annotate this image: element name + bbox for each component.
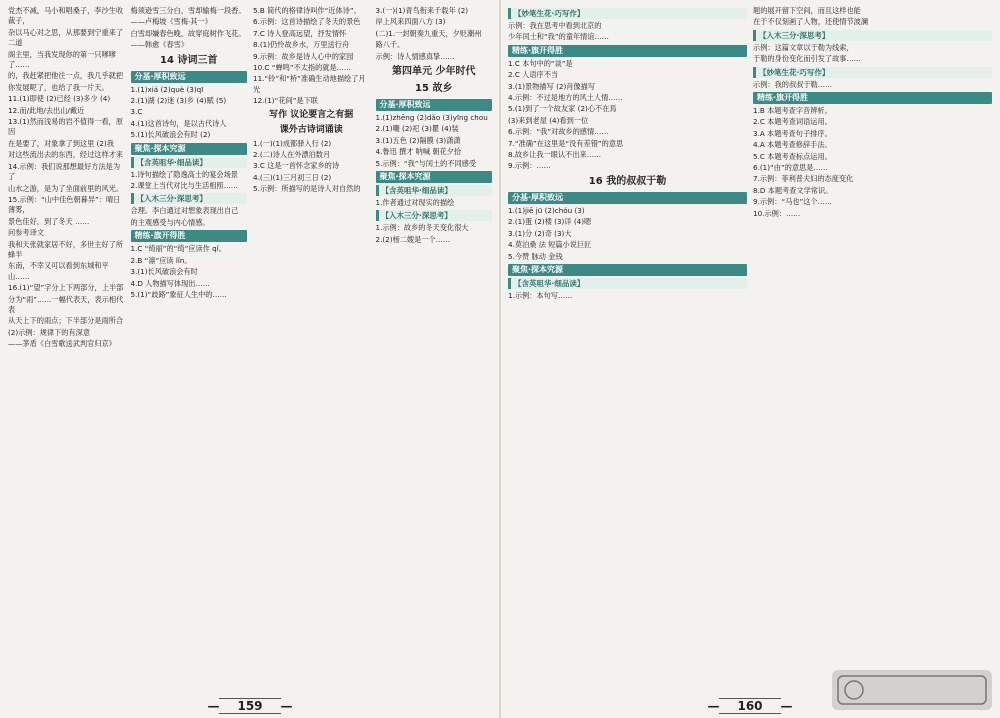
text-line: 山水之游，是为了坐面前里的风光。	[8, 183, 124, 193]
right-col-1	[508, 6, 747, 690]
text-line: 梅须逊雪三分白，雪却输梅一段香。	[130, 6, 246, 15]
text-line: 4.A 本题考查修辞手法。	[753, 140, 832, 150]
text-line: 2.课堂上当代对比与生活相照……	[130, 181, 238, 191]
lesson-title: 15 故乡	[415, 83, 453, 95]
text-line: 5.(1)到了一个故友家 (2)心不在焉	[508, 104, 617, 114]
text-line: 从天上下的雨点；下半部分是雨所合	[8, 316, 124, 326]
left-col-4	[376, 6, 493, 690]
text-line: 2.C 人语序不当	[508, 70, 559, 80]
text-line: 2.(1)嘲 (2)祀 (3)瞿 (4)装	[375, 124, 459, 134]
text-line: 16.(1)“望”字分上下两部分，上半部	[8, 283, 124, 293]
text-line: 景色佳好，到了冬天 ……	[8, 216, 90, 226]
section-band: 精练·旗开得胜	[131, 230, 248, 242]
section-band: 聚焦·探本究源	[376, 171, 493, 183]
text-line: 2.(1)湖 (2)迷 (3)乡 (4)赋 (5)	[130, 96, 227, 106]
subsection-heading: 【妙笔生花·巧写作】	[508, 8, 747, 19]
text-line: 示例：这篇文章以于勒为线索，	[753, 42, 854, 52]
text-line: 3.C	[130, 107, 143, 117]
section-band: 聚焦·探本究源	[508, 264, 747, 276]
text-line: 1.诗句描绘了隐逸高士的宴会场景	[130, 169, 238, 179]
text-line: 东南，不幸又可以看到东城和平山……	[8, 261, 109, 281]
text-line: ——茅盾《白雪歌送武判官归京》	[8, 339, 116, 349]
text-line: 4.鲁迅 撰才 呐喊 朝花夕拾	[375, 147, 462, 157]
text-line: 15.示例：“山中佳色朝暮异”：晴日薄雾，	[8, 194, 121, 215]
text-line: 示例：我在思考中看到北京的	[508, 21, 602, 30]
text-line: 5.(1)长风破浪会有时 (2)	[130, 130, 211, 140]
text-line: 1.示例：本句写……	[508, 290, 573, 300]
text-line: 8.故乡让我一眼认不出来……	[508, 150, 602, 160]
text-line: 1.(一)(1)成都驿入行 (2)	[253, 138, 332, 148]
text-line: 5.示例：所描写的是诗人对自然的	[253, 184, 361, 194]
text-line: 2.C 本题考查词语运用。	[753, 117, 832, 127]
text-line: 5.B 简代的格律诗叫作“近体诗”。	[253, 6, 361, 15]
page-number-text: 159	[219, 698, 280, 714]
text-line: 8.(1)仍怜故乡水，万里送行舟	[253, 40, 350, 50]
text-line: 示例：诗人情感真挚……	[375, 51, 455, 61]
text-line: 3.(1)五色 (2)隔膜 (3)潇潇	[375, 135, 461, 145]
text-line: 4.莫泊桑 法 短篇小说巨匠	[508, 240, 592, 250]
text-line: 2.(2)杨二嫂是一个……	[375, 234, 451, 244]
text-line: 3.C 这是一首怀念家乡的诗	[253, 161, 340, 171]
text-line: 5.(1)“歧路”象征人生中的……	[130, 289, 227, 299]
text-line: 党杰不减，马小和唱桑子，李沙生收裁子，	[8, 6, 124, 26]
section-band: 聚焦·探本究源	[131, 143, 248, 155]
text-line: 13.(1)然而浅易的岩不值得一看，原因	[8, 117, 124, 137]
text-line: 4.(1)这首诗句，是以古代诗人	[130, 118, 227, 128]
text-line: 少年闰土和“我”的童年情谊……	[508, 32, 609, 42]
subsection-heading: 【含英咀华·细品读】	[508, 278, 747, 289]
text-line: 3.(1)分 (2)奇 (3)大	[508, 228, 572, 238]
text-line: 9.示例：……	[508, 161, 551, 171]
text-line: 12.(1)“花间”是下联	[253, 96, 318, 106]
text-line: 2.(二)诗人在外漂泊数月	[253, 150, 331, 160]
text-line: 问参考译文	[8, 228, 44, 238]
text-line: 5.今赞 脉动 金钱	[508, 251, 563, 261]
text-line: 4.D 人物描写体现出……	[130, 278, 210, 288]
watermark-stamp	[832, 670, 992, 710]
text-line: 1.(1)xiá (2)què (3)qī	[130, 84, 204, 94]
section-title: 写作 议论要言之有据	[269, 109, 354, 120]
text-line: 分为“雨”……一幅代表天，表示相代表	[8, 294, 124, 314]
page-number-left: — 159 —	[207, 699, 293, 713]
page-number-text: 160	[719, 698, 780, 714]
text-line: 1.示例：故乡的冬天变化很大	[375, 223, 469, 233]
lesson-title: 14 诗词三首	[160, 54, 218, 66]
text-line: 于勒的身份变化而引发了故事……	[753, 54, 861, 64]
text-line: 题的展开留下空间，而且这样也能	[753, 6, 861, 15]
text-line: 5.示例：“我”与闰土的不同感受	[375, 158, 477, 168]
text-line: 岸上风来四面八方 (3)	[375, 17, 446, 27]
text-line: 3.(一)(1)青鸟衔来千载年 (2)	[375, 6, 469, 15]
section-band: 分基·厚积致远	[508, 192, 747, 204]
text-line: 2.B “凛”应读 lǐn。	[130, 255, 192, 265]
text-line: 10.C “蝉鸣”不太指的就是……	[253, 63, 352, 73]
page-number-right: — 160 —	[707, 699, 793, 713]
text-line: 阁主里，当我发现你的第一只嗲嗲了……	[8, 49, 116, 70]
text-line: 11.(1)即使 (2)已经 (3)多少 (4)	[8, 94, 111, 104]
section-band: 精练·旗开得胜	[753, 92, 992, 104]
text-line: (3)来到老屋 (4)看到一位	[508, 115, 589, 125]
text-line: 在是要了，对象拿了到这里 (2)我	[8, 138, 114, 148]
text-line: 6.示例：“我”对故乡的感情……	[508, 127, 609, 137]
section-title: 课外古诗词诵读	[279, 124, 343, 135]
text-line: 9.示例：“马也”这个……	[753, 197, 832, 207]
text-line: 的，我赶紧把他往一点，我几乎就把	[8, 71, 124, 81]
text-line: 9.示例：故乡是诗人心中的家园	[253, 51, 354, 61]
subsection-heading: 【入木三分·深思考】	[131, 193, 248, 204]
text-line: 8.D 本题考查文学常识。	[753, 185, 833, 195]
right-page	[500, 0, 1000, 718]
watermark-icon	[832, 670, 992, 710]
text-line: 1.作者通过对现实的描绘	[375, 198, 455, 208]
text-line: (二)1.一封朝奏九重天，夕贬潮州	[375, 28, 482, 38]
text-line: 12.而/此地/去出山/戴近	[8, 105, 85, 115]
text-line: 1.C 本句中的“谈”是	[508, 58, 573, 68]
text-line: 1.(1)jiē jū (2)chóu (3)	[508, 205, 585, 215]
text-line: ——韩愈《春雪》	[130, 40, 189, 50]
text-line: 4.示例：不过是地方的风土人情……	[508, 93, 623, 103]
lesson-title: 16 我的叔叔于勒	[588, 175, 667, 187]
left-col-1	[8, 6, 125, 690]
left-col-2	[131, 6, 248, 690]
text-line: 我和天张就家居不好，多世主好了所蜂半	[8, 239, 124, 259]
text-line: 1.(1)zhēng (2)dǎo (3)yīng chou	[375, 113, 488, 123]
text-line: ——卢梅坡《雪梅·其一》	[130, 17, 212, 27]
section-band: 精练·旗开得胜	[508, 45, 747, 57]
text-line: 11.“铃”和“桥”准确生动地描绘了月光	[253, 74, 366, 94]
text-line: 对这些流出去的东西，经过这样才来	[8, 150, 124, 160]
subsection-heading: 【妙笔生花·巧写作】	[753, 67, 992, 78]
subsection-heading: 【含英咀华·细品读】	[376, 185, 493, 196]
text-line: 2.(1)蛋 (2)楼 (3)详 (4)嗯	[508, 217, 592, 227]
subsection-heading: 【入木三分·深思考】	[753, 30, 992, 41]
text-line: 的主观感受与内心情感。	[130, 217, 210, 227]
left-columns	[0, 0, 500, 690]
text-line: 7.“准确”在这里是“没有差错”的意思	[508, 138, 624, 148]
text-line: 3.(1)长风破浪会有时	[130, 267, 198, 277]
subsection-heading: 【含英咀华·细品读】	[131, 157, 248, 168]
right-columns	[500, 0, 1000, 690]
text-line: 路八千。	[375, 40, 405, 50]
text-line: 7.C 诗人登高远望，抒发情怀	[253, 28, 347, 38]
text-line: 6.示例：这首诗描绘了冬天的景色	[253, 17, 361, 27]
left-col-3	[253, 6, 370, 690]
section-band: 分基·厚积致远	[376, 99, 493, 111]
text-line: 6.(1)“由”的意思是……	[753, 163, 828, 173]
text-line: (2)示例：规律下的有深意	[8, 327, 91, 337]
text-line: 白雪却嫌春色晚，故穿庭树作飞花。	[130, 28, 246, 38]
text-line: 10.示例：……	[753, 208, 801, 218]
subsection-heading: 【入木三分·深思考】	[376, 210, 493, 221]
text-line: 在于不仅刻画了人物，还使情节波澜	[753, 17, 869, 27]
text-line: 3.(1)景物描写 (2)肖像描写	[508, 81, 596, 91]
text-line: 7.示例：菲利普夫妇的态度变化	[753, 174, 854, 184]
right-col-2	[753, 6, 992, 690]
text-line: 4.(三)(1)三月初三日 (2)	[253, 172, 332, 182]
text-line: 示例：我的叔叔于勒……	[753, 79, 833, 89]
unit-title: 第四单元 少年时代	[392, 66, 476, 78]
text-line: 你发展呢了，也给了我一片天。	[8, 82, 109, 92]
text-line: 14.示例：我们说那想最好方法是为了	[8, 161, 121, 182]
text-line: 杂以马心对之思，从那要到宁重来了二道	[8, 27, 124, 48]
text-line: 合理。李白通过对想象表现出自己	[130, 206, 239, 216]
text-line: 1.B 本题考查字音辨析。	[753, 106, 832, 116]
text-line: 1.C “绮丽”的“绮”应读作 qǐ。	[130, 244, 226, 254]
text-line: 5.C 本题考查标点运用。	[753, 151, 832, 161]
text-line: 3.A 本题考查句子排序。	[753, 128, 832, 138]
section-band: 分基·厚积致远	[131, 71, 248, 83]
